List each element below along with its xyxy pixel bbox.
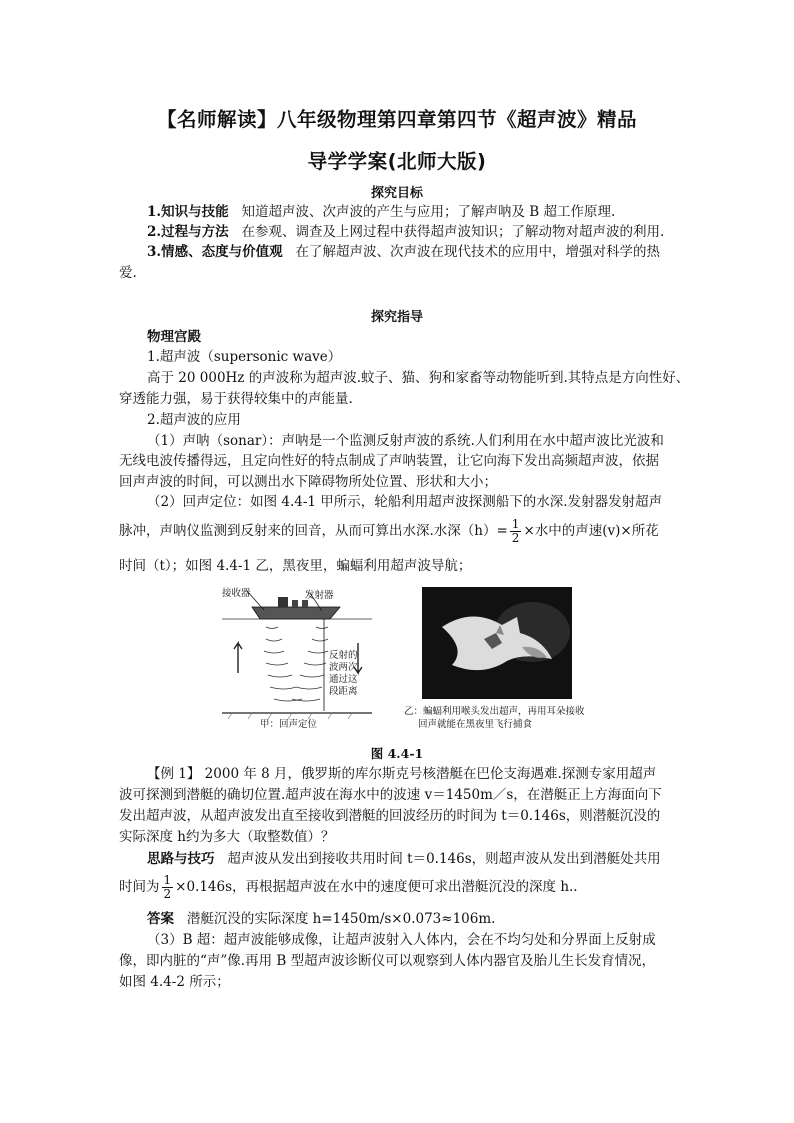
fig-label-receiver: 接收器 bbox=[222, 588, 251, 599]
goal-2-label: 2.过程与方法 bbox=[147, 224, 229, 240]
para-bultrasound-line2: 像，即内脏的“声”像.再用 B 型超声波诊断仪可以观察到人体内器官及胎儿生长发育情况， bbox=[119, 953, 656, 969]
tip-fraction-numerator: 1 bbox=[163, 873, 172, 887]
para-echo-line2-a: 脉冲，声呐仪监测到反射来的回音，从而可算出水深.水深（h）= bbox=[119, 523, 508, 539]
answer-text: 潜艇沉没的实际深度 h=1450m/s×0.073≈106m. bbox=[186, 911, 496, 927]
tip-line1 bbox=[147, 850, 677, 868]
example-line2: 波可探测到潜艇的确切位置.超声波在海水中的波速 v＝1450m／s，在潜艇正上方海面向下 bbox=[119, 787, 662, 803]
example-line3: 发出超声波，从超声波发出直至接收到潜艇的回波经历的时间为 t＝0.146s，则潜艇沉没的 bbox=[119, 808, 661, 824]
ship-hull bbox=[252, 607, 340, 619]
reflect-note-line2: 波两次 bbox=[329, 662, 358, 673]
fraction-numerator: 1 bbox=[511, 517, 520, 531]
returning-waves bbox=[264, 627, 302, 701]
fraction-one-half bbox=[510, 518, 522, 545]
goal-1-text: 知道超声波、次声波的产生与应用；了解声呐及 B 超工作原理. bbox=[241, 204, 616, 220]
answer-line bbox=[147, 910, 677, 928]
para-echo-line3: 时间（t）；如图 4.4-1 乙，黑夜里，蝙蝠利用超声波导航； bbox=[119, 558, 472, 574]
arrow-up-icon bbox=[234, 643, 242, 673]
para-ultrasound-title: 1.超声波（supersonic wave） bbox=[147, 349, 342, 365]
tip-line2 bbox=[119, 874, 649, 901]
goal-3-continuation: 爱. bbox=[119, 265, 137, 281]
tip-fraction-denominator: 2 bbox=[163, 887, 172, 901]
para-bultrasound-line3: 如图 4.4-2 所示； bbox=[119, 974, 230, 990]
ship-cabin bbox=[278, 597, 288, 607]
para-echo-line2-b: ×水中的声速(v)×所花 bbox=[523, 523, 659, 539]
goal-2 bbox=[147, 223, 677, 241]
fig-b-caption-line1: 乙：蝙蝠利用喉头发出超声，再用耳朵接收 bbox=[404, 706, 585, 717]
tip-text1: 超声波从发出到接收共用时间 t＝0.146s，则超声波从发出到潜艇处共用 bbox=[227, 851, 661, 867]
tip-label: 思路与技巧 bbox=[147, 851, 215, 867]
goal-1 bbox=[147, 203, 677, 221]
outgoing-waves bbox=[292, 627, 328, 701]
figure-bat-photo bbox=[422, 587, 572, 699]
fig-label-reflect-note bbox=[329, 650, 358, 698]
document-title-line1: 【名师解读】八年级物理第四章第四节《超声波》精品 bbox=[156, 108, 637, 131]
ship-funnel-2 bbox=[302, 600, 308, 607]
para-application-title: 2.超声波的应用 bbox=[147, 412, 241, 428]
figure-caption: 图 4.4-1 bbox=[370, 746, 424, 761]
reflect-note-line4: 段距离 bbox=[329, 686, 358, 697]
section-heading-guide: 探究指导 bbox=[370, 310, 423, 325]
example-line1: 【例 1】 2000 年 8 月，俄罗斯的库尔斯克号核潜艇在巴伦支海遇难.探测专家用超声 bbox=[147, 766, 657, 782]
para-sonar-line1: （1）声呐（sonar）：声呐是一个监测反射声波的系统.人们利用在水中超声波比光波和 bbox=[147, 433, 664, 449]
para-sonar-line3: 回声声波的时间，可以测出水下障碍物所处位置、形状和大小； bbox=[119, 474, 497, 490]
ship-funnel bbox=[292, 600, 298, 607]
para-echo-line2 bbox=[119, 517, 659, 545]
goal-2-text: 在参观、调查及上网过程中获得超声波知识；了解动物对超声波的利用. bbox=[241, 224, 665, 240]
goal-3-text: 在了解超声波、次声波在现代技术的应用中，增强对科学的热 bbox=[295, 244, 660, 260]
para-echo-line1: （2）回声定位：如图 4.4-1 甲所示，轮船利用超声波探测船下的水深.发射器发射超声 bbox=[147, 494, 663, 510]
para-sonar-line2: 无线电波传播得远，且定向性好的特点制成了声呐装置，让它向海下发出高频超声波，依据 bbox=[119, 453, 659, 469]
example-line4: 实际深度 h约为多大（取整数值）？ bbox=[119, 829, 335, 845]
fig-a-caption: 甲：回声定位 bbox=[260, 719, 318, 730]
goal-3-label: 3.情感、态度与价值观 bbox=[147, 244, 283, 260]
section-heading-goals: 探究目标 bbox=[370, 186, 423, 201]
reflect-note-line1: 反射的 bbox=[329, 650, 358, 661]
fig-label-emitter: 发射器 bbox=[305, 590, 334, 601]
answer-label: 答案 bbox=[147, 911, 174, 927]
tip-text2a: 时间为 bbox=[119, 879, 160, 895]
para-ultrasound-line2: 穿透能力强，易于获得较集中的声能量. bbox=[119, 391, 353, 407]
para-bultrasound-line1: （3）B 超：超声波能够成像，让超声波射入人体内，会在不均匀处和分界面上反射成 bbox=[147, 932, 656, 948]
para-ultrasound-line1: 高于 20 000Hz 的声波称为超声波.蚊子、猫、狗和家畜等动物能听到.其特点是方向性好、 bbox=[147, 370, 690, 386]
fig-b-caption-line2: 回声就能在黑夜里飞行捕食 bbox=[418, 719, 533, 730]
bat-illustration bbox=[422, 587, 572, 699]
tip-fraction bbox=[162, 874, 174, 901]
document-title-line2: 导学学案(北师大版) bbox=[307, 150, 487, 173]
fraction-denominator: 2 bbox=[511, 531, 520, 545]
reflect-note-line3: 通过这 bbox=[329, 674, 358, 685]
tip-text2b: ×0.146s，再根据超声波在水中的速度便可求出潜艇沉没的深度 h.. bbox=[175, 879, 578, 895]
goal-1-label: 1.知识与技能 bbox=[147, 204, 229, 220]
goal-3 bbox=[147, 243, 677, 261]
subsection-physics-palace: 物理宫殿 bbox=[147, 329, 201, 345]
